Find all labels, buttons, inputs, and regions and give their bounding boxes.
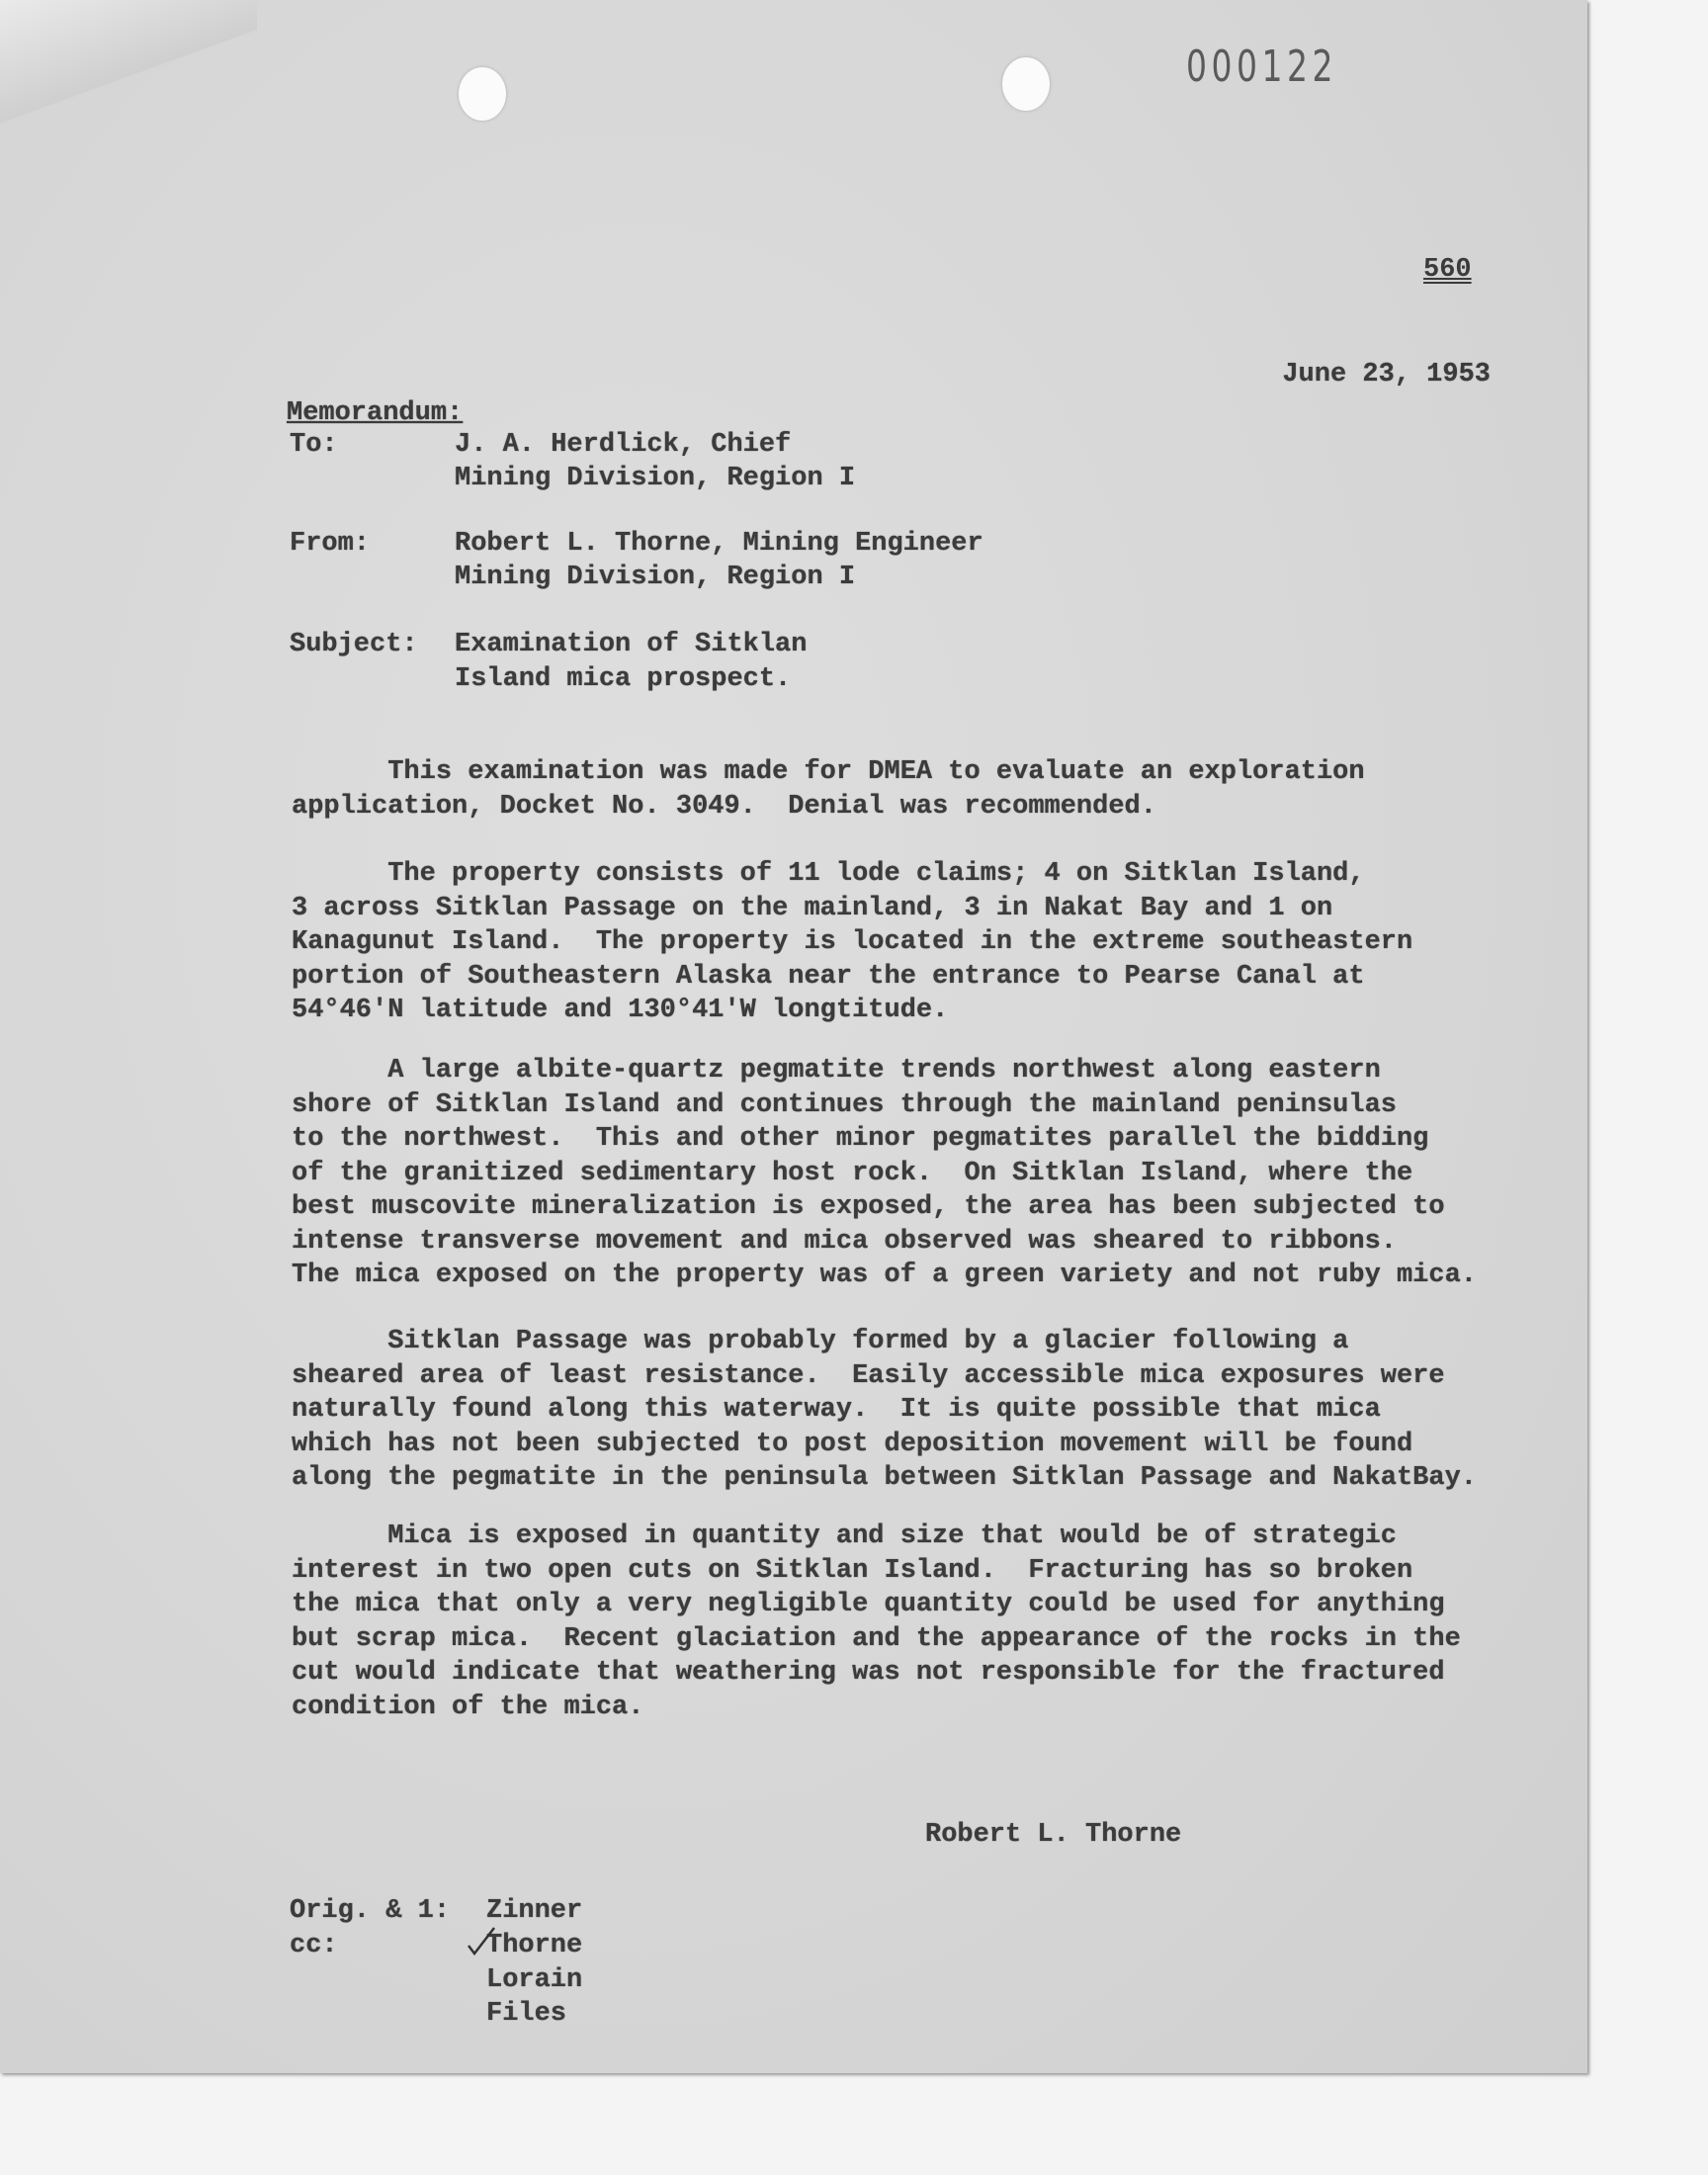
distribution-name: Lorain bbox=[486, 1965, 583, 1995]
paragraph-line: naturally found along this waterway. It is quite possible that mica bbox=[292, 1395, 1381, 1425]
paragraph-line: Sitklan Passage was probably formed by a glacier following a bbox=[292, 1327, 1349, 1356]
paragraph-line: sheared area of least resistance. Easily accessible mica exposures were bbox=[292, 1360, 1445, 1391]
orig-label: Orig. & 1: bbox=[290, 1896, 451, 1926]
memo-date: June 23, 1953 bbox=[1282, 360, 1491, 390]
paragraph-line: portion of Southeastern Alaska near the entrance to Pearse Canal at bbox=[292, 961, 1365, 992]
paragraph-line: to the northwest. This and other minor pegmatites parallel the bidding bbox=[292, 1124, 1429, 1154]
cc-label: cc: bbox=[290, 1931, 338, 1960]
signature: Robert L. Thorne bbox=[925, 1820, 1182, 1850]
paragraph-line: 54°46'N latitude and 130°41'W longtitude. bbox=[292, 996, 949, 1025]
paragraph-line: condition of the mica. bbox=[292, 1692, 644, 1722]
distribution-name: Thorne bbox=[486, 1931, 583, 1960]
paragraph-line: best muscovite mineralization is exposed, the area has been subjected to bbox=[292, 1192, 1445, 1222]
distribution-name: Zinner bbox=[486, 1896, 583, 1926]
paragraph-line: of the granitized sedimentary host rock. On Sitklan Island, where the bbox=[292, 1158, 1413, 1188]
subject-line: Examination of Sitklan bbox=[455, 630, 808, 659]
to-line: Mining Division, Region I bbox=[455, 464, 856, 493]
paragraph-line: The property consists of 11 lode claims; 4 on Sitklan Island, bbox=[292, 859, 1365, 889]
folded-corner bbox=[0, 0, 257, 129]
from-label: From: bbox=[290, 529, 371, 559]
paragraph-line: 3 across Sitklan Passage on the mainland, 3 in Nakat Bay and 1 on bbox=[292, 893, 1333, 923]
to-label: To: bbox=[290, 430, 338, 460]
paragraph-line: A large albite-quartz pegmatite trends northwest along eastern bbox=[292, 1056, 1381, 1086]
paragraph-line: along the pegmatite in the peninsula between Sitklan Passage and NakatBay. bbox=[292, 1463, 1477, 1493]
check-mark-icon bbox=[467, 1926, 496, 1956]
from-line: Robert L. Thorne, Mining Engineer bbox=[455, 529, 983, 559]
paragraph-line: interest in two open cuts on Sitklan Island. Fracturing has so broken bbox=[292, 1555, 1413, 1586]
subject-label: Subject: bbox=[290, 630, 418, 659]
paragraph-line: Mica is exposed in quantity and size that would be of strategic bbox=[292, 1522, 1397, 1551]
paragraph-line: the mica that only a very negligible quantity could be used for anything bbox=[292, 1590, 1445, 1619]
to-line: J. A. Herdlick, Chief bbox=[455, 430, 792, 460]
subject-line: Island mica prospect. bbox=[455, 664, 792, 694]
paragraph-line: intense transverse movement and mica observed was sheared to ribbons. bbox=[292, 1226, 1397, 1257]
page-number: 560 bbox=[1423, 255, 1472, 285]
from-line: Mining Division, Region I bbox=[455, 563, 856, 592]
paragraph-line: Kanagunut Island. The property is located in the extreme southeastern bbox=[292, 927, 1413, 957]
paragraph-line: shore of Sitklan Island and continues through the mainland peninsulas bbox=[292, 1089, 1397, 1120]
punch-hole bbox=[459, 67, 506, 121]
paragraph-line: The mica exposed on the property was of a green variety and not ruby mica. bbox=[292, 1261, 1477, 1290]
punch-hole bbox=[1002, 57, 1050, 111]
paragraph-line: cut would indicate that weathering was not responsible for the fractured bbox=[292, 1658, 1445, 1688]
paragraph-line: This examination was made for DMEA to evaluate an exploration bbox=[292, 757, 1365, 787]
paragraph-line: but scrap mica. Recent glaciation and the appearance of the rocks in the bbox=[292, 1623, 1461, 1654]
document-number-stamp: 000122 bbox=[1186, 42, 1337, 92]
memorandum-heading: Memorandum: bbox=[287, 398, 464, 428]
paragraph-line: which has not been subjected to post deposition movement will be found bbox=[292, 1429, 1413, 1459]
distribution-name: Files bbox=[486, 1999, 567, 2029]
paragraph-line: application, Docket No. 3049. Denial was recommended. bbox=[292, 791, 1156, 822]
